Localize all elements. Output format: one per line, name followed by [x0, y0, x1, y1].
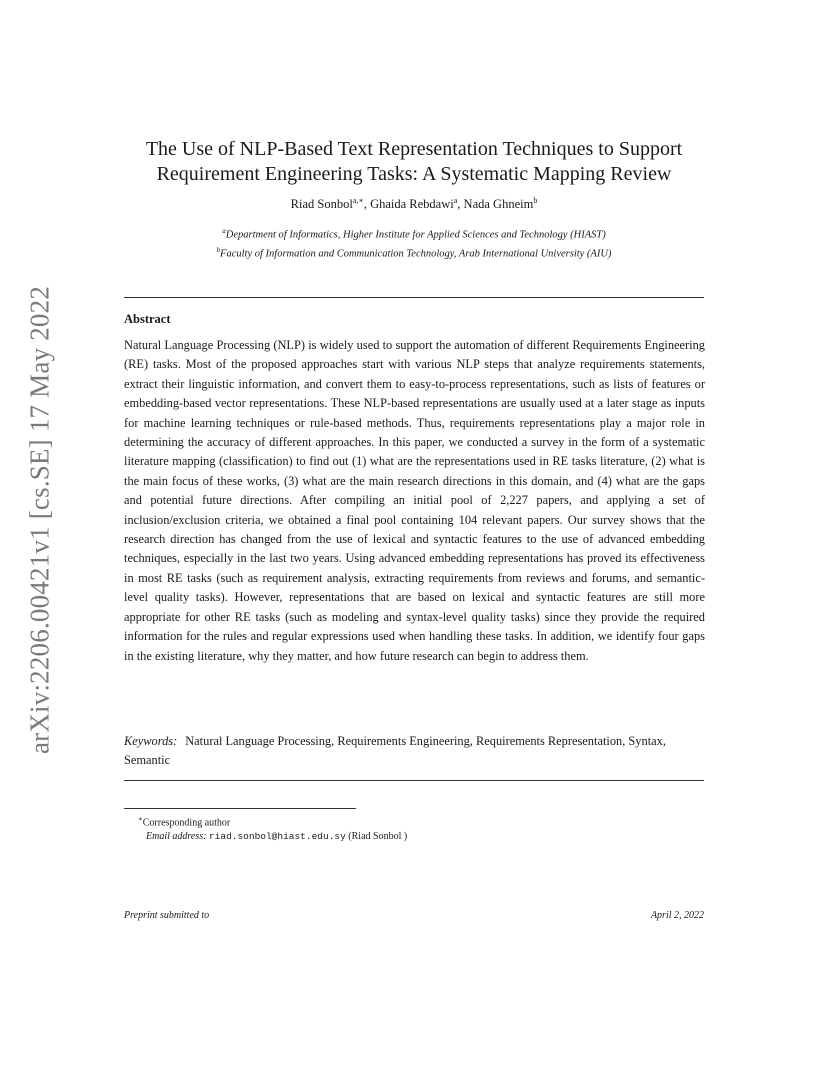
paper-title-line-1: The Use of NLP-Based Text Representation Techniques to Support	[145, 138, 683, 161]
author-separator: ,	[363, 197, 371, 212]
footnote-email-line	[138, 830, 407, 844]
email-owner: (Riad Sonbol )	[348, 831, 408, 843]
paper-title-line-2: Requirement Engineering Tasks: A Systematic Mapping Review	[156, 163, 672, 186]
footnote-corresponding	[138, 812, 407, 830]
email-label: Email address:	[146, 831, 207, 843]
affiliation-mark: b	[216, 245, 221, 254]
abstract-bottom-rule	[124, 780, 704, 781]
footnote	[138, 812, 407, 844]
footnote-mark: ∗	[138, 815, 143, 823]
author-affiliation-mark: a,∗	[352, 196, 364, 205]
keywords-label: Keywords:	[124, 734, 178, 748]
author-list	[124, 196, 704, 212]
keywords-text: Natural Language Processing, Requirements Engineering, Requirements Representation, Syntax, Semantic	[124, 734, 666, 768]
affiliation-text: Department of Informatics, Higher Institute for Applied Sciences and Technology (HIAST)	[225, 229, 606, 241]
corresponding-author-label: Corresponding author	[142, 817, 231, 829]
footnote-rule	[124, 808, 356, 809]
affiliation-line	[124, 243, 704, 262]
keywords	[124, 732, 704, 771]
email-address-link[interactable]: riad.sonbol@hiast.edu.sy	[208, 831, 346, 843]
preprint-note: Preprint submitted to	[124, 910, 210, 921]
paper-title	[124, 137, 704, 187]
author-separator: ,	[457, 197, 464, 212]
author-affiliation-mark: b	[533, 196, 538, 205]
author-name: Riad Sonbol	[290, 197, 353, 212]
abstract-heading: Abstract	[124, 312, 171, 326]
affiliation-line	[124, 224, 704, 243]
affiliation-mark: a	[222, 227, 226, 235]
author-affiliation-mark: a	[453, 196, 458, 205]
affiliation-text: Faculty of Information and Communication Technology, Arab International University (AIU)	[220, 248, 612, 259]
author-name: Nada Ghneim	[463, 197, 534, 212]
abstract-top-rule	[124, 297, 704, 298]
affiliation-list	[124, 224, 704, 261]
abstract-text: Natural Language Processing (NLP) is widely used to support the automation of different Requirements Engineering (RE) tasks. Most of the proposed approaches start with various NLP steps that analyze requirements statements, extract their linguistic information, and convert them to easy-to-process representations, such as lists of features or embedding-based vector representations. These NLP-based representations are usually used at a later stage as inputs for machine learning techniques or rule-based methods. Thus, requirements representations play a major role in determining the accuracy of different approaches. In this paper, we conducted a survey in the form of a systematic literature mapping (classification) to find out (1) what are the representations used in RE tasks literature, (2) what is the main focus of these works, (3) what are the main research directions in this domain, and (4) what are the gaps and potential future directions. After compiling an initial pool of 2,227 papers, and applying a set of inclusion/exclusion criteria, we obtained a final pool containing 104 relevant papers. Our survey shows that the research direction has changed from the use of lexical and syntactic features to the use of advanced embedding techniques, especially in the last two years. Using advanced embedding representations has proved its effectiveness in most RE tasks (such as requirement analysis, extracting requirements from reviews and forums, and semantic-level quality tasks). However, representations that are based on lexical and syntactic features are still more appropriate for other RE tasks (such as modeling and syntax-level quality tasks) since they provide the required information for the rules and regular expressions used when handling these tasks. In addition, we identify four gaps in the existing literature, why they matter, and how future research can begin to address them.	[124, 338, 705, 663]
preprint-date: April 2, 2022	[650, 910, 704, 921]
author-name: Ghaida Rebdawi	[370, 197, 454, 212]
arxiv-identifier-stamp: arXiv:2206.00421v1 [cs.SE] 17 May 2022	[24, 285, 55, 755]
